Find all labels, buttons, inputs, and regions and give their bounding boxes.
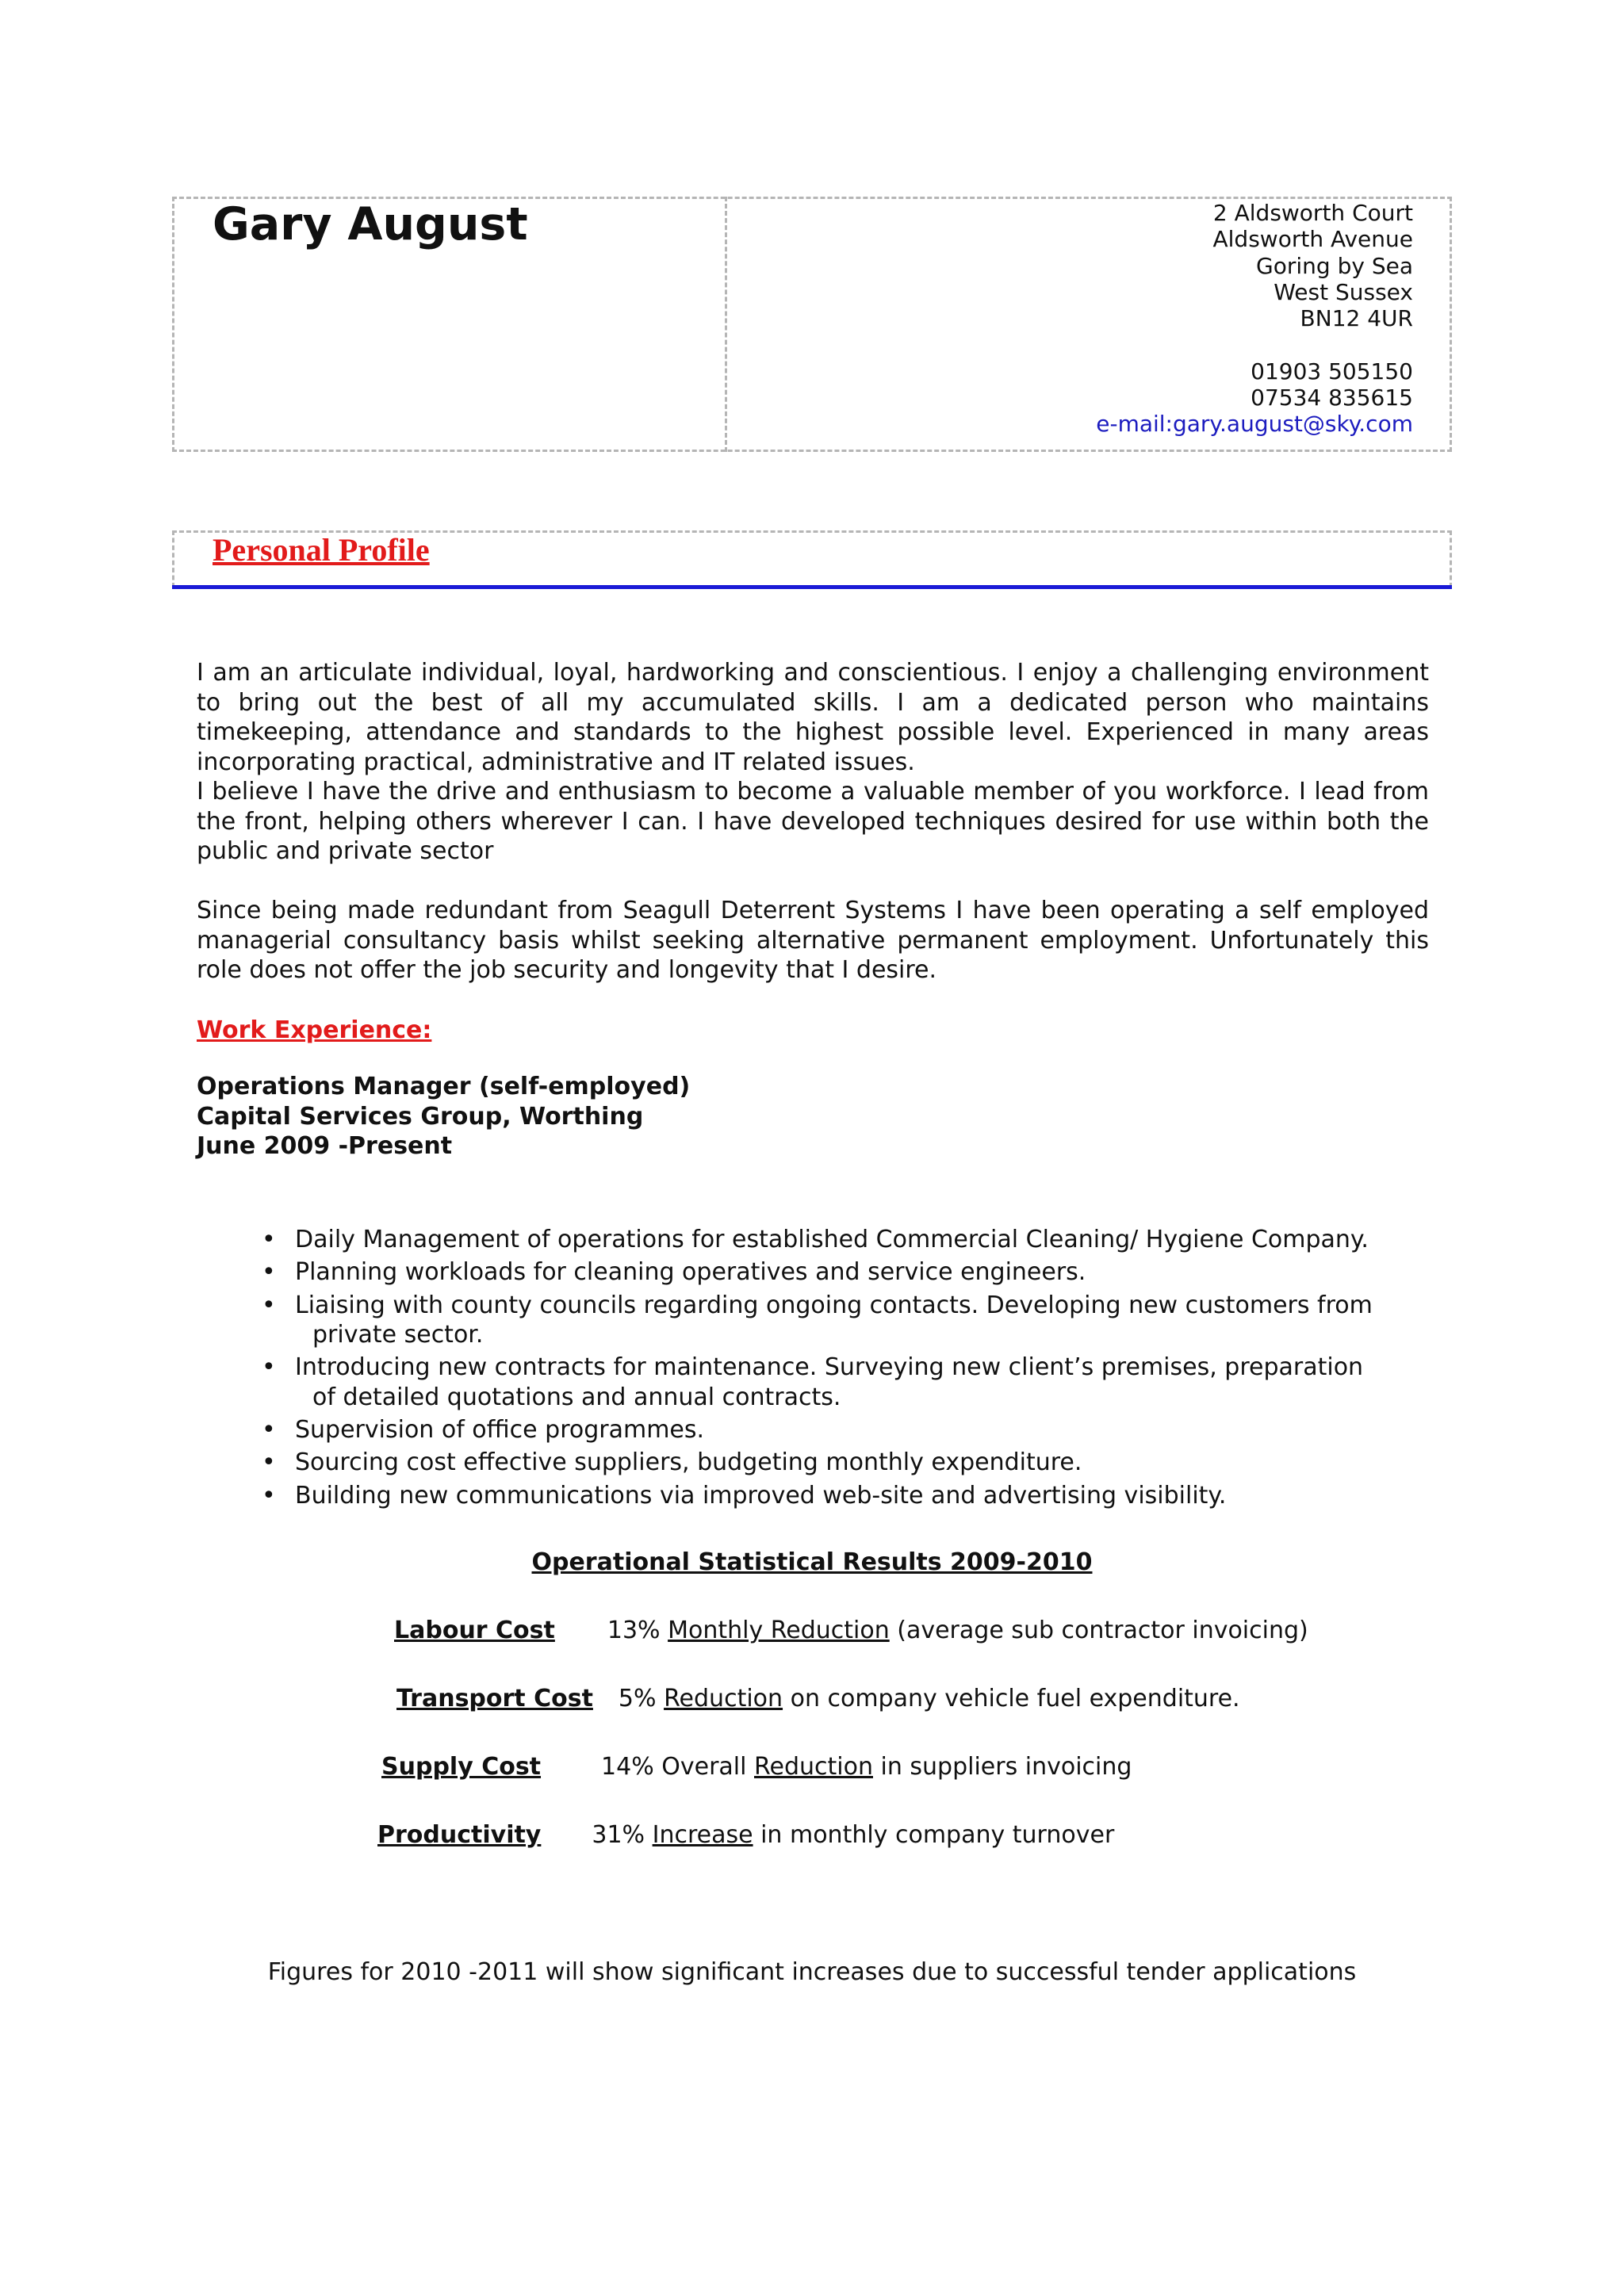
duty-text: Planning workloads for cleaning operatives and service engineers. <box>295 1258 1086 1287</box>
header-divider <box>725 197 727 452</box>
bullet-icon: • <box>262 1258 276 1287</box>
duty-text: Supervision of office programmes. <box>295 1416 705 1445</box>
profile-heading: Personal Profile <box>213 532 430 568</box>
duty-text-continued: of detailed quotations and annual contracts. <box>312 1383 841 1411</box>
address-line: Goring by Sea <box>1256 252 1413 279</box>
bullet-icon: • <box>262 1226 276 1253</box>
bullet-icon: • <box>262 1448 276 1477</box>
job-company: Capital Services Group, Worthing <box>197 1102 644 1131</box>
stats-heading: Operational Statistical Results 2009-2010 <box>531 1548 1093 1576</box>
stat-detail: in monthly company turnover <box>753 1821 1115 1849</box>
list-item <box>262 1225 1451 1255</box>
list-item <box>262 1257 1451 1288</box>
stat-keyword: Reduction <box>664 1685 783 1712</box>
stat-keyword: Monthly Reduction <box>668 1617 890 1644</box>
stat-detail: on company vehicle fuel expenditure. <box>783 1685 1240 1712</box>
phone-line: 01903 505150 <box>1251 358 1413 385</box>
bullet-icon: • <box>262 1353 276 1382</box>
bullet-icon: • <box>262 1291 276 1319</box>
profile-paragraph-2: Since being made redundant from Seagull Deterrent Systems I have been operating a self employed managerial consultancy basis whilst seeking alternative permanent employment. Unfortunately this role does not offer the job security and longevity that I desire. <box>197 897 1429 984</box>
list-item <box>262 1448 1451 1478</box>
address-line: 2 Aldsworth Court <box>1212 200 1413 226</box>
candidate-name: Gary August <box>213 198 528 251</box>
address-line: BN12 4UR <box>1300 305 1413 332</box>
stat-label: Transport Cost <box>396 1685 593 1712</box>
profile-text: I am an articulate individual, loyal, hardworking and conscientious. I enjoy a challenging environment to bring out the best of all my accumulated skills. I am a dedicated person who maintains timekeeping, attendance and standards to the highest possible level. Experienced in many areas incorporating practical, administrative and IT related issues. <box>197 659 1429 776</box>
list-item <box>262 1291 1451 1350</box>
duties-list <box>262 1225 1451 1513</box>
email-link[interactable]: e-mail:gary.august@sky.com <box>1096 411 1413 438</box>
stat-label: Labour Cost <box>394 1617 555 1644</box>
bullet-icon: • <box>262 1481 276 1510</box>
address-line: West Sussex <box>1274 278 1413 305</box>
stat-row-supply <box>381 1753 1132 1781</box>
list-item <box>262 1415 1451 1445</box>
job-role: Operations Manager (self-employed) <box>197 1073 691 1100</box>
stat-value: 31% <box>592 1821 653 1849</box>
stat-value: 14% Overall <box>601 1753 754 1781</box>
duty-text: Sourcing cost effective suppliers, budgeting monthly expenditure. <box>295 1448 1082 1477</box>
bullet-icon: • <box>262 1416 276 1445</box>
stat-value: 13% <box>607 1617 668 1644</box>
contact-spacer <box>1096 331 1413 358</box>
stat-row-productivity <box>377 1821 1114 1849</box>
address-line: Aldsworth Avenue <box>1212 226 1413 253</box>
job-dates: June 2009 -Present <box>197 1132 453 1160</box>
list-item <box>262 1353 1451 1412</box>
stats-footer-note: Figures for 2010 -2011 will show significant increases due to successful tender applications <box>267 1958 1357 1986</box>
job-header <box>197 1072 690 1161</box>
stat-value: 5% <box>618 1685 665 1712</box>
list-item <box>262 1481 1451 1511</box>
profile-heading-rule <box>172 585 1452 589</box>
duty-text: Daily Management of operations for established Commercial Cleaning/ Hygiene Company. <box>295 1226 1369 1253</box>
duty-text: Introducing new contracts for maintenance. Surveying new client’s premises, preparation <box>295 1353 1364 1382</box>
profile-text: I believe I have the drive and enthusiasm to become a valuable member of you workforce. I lead from the front, helping others wherever I can. I have developed techniques desired for use within both the public and private sector <box>197 778 1429 865</box>
stat-row-labour <box>394 1617 1308 1644</box>
profile-paragraph-1 <box>197 658 1429 867</box>
stat-keyword: Increase <box>652 1821 753 1849</box>
stat-detail: in suppliers invoicing <box>872 1753 1132 1781</box>
stat-keyword: Reduction <box>754 1753 873 1781</box>
stat-detail: (average sub contractor invoicing) <box>889 1617 1308 1644</box>
duty-text-continued: private sector. <box>312 1321 484 1349</box>
stat-row-transport <box>396 1685 1240 1712</box>
duty-text: Liaising with county councils regarding ongoing contacts. Developing new customers from <box>295 1291 1373 1319</box>
duty-text: Building new communications via improved web-site and advertising visibility. <box>295 1481 1227 1510</box>
stat-label: Supply Cost <box>381 1753 542 1781</box>
phone-line: 07534 835615 <box>1251 385 1413 411</box>
stat-label: Productivity <box>377 1821 542 1849</box>
work-experience-heading: Work Experience: <box>197 1016 432 1044</box>
contact-details <box>1096 200 1413 438</box>
